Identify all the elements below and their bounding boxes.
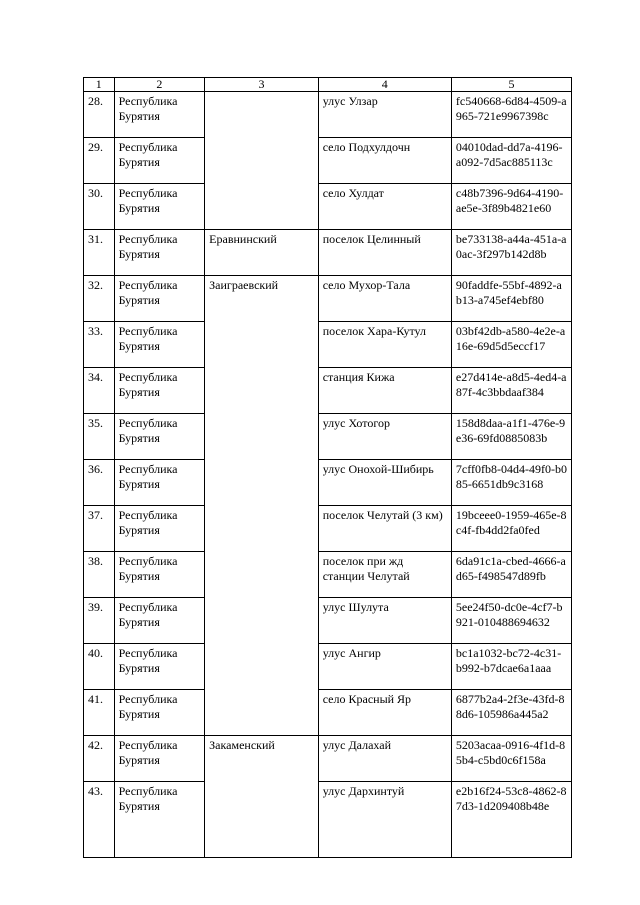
guid-cell: 19bceee0-1959-465e-8c4f-fb4dd2fa0fed <box>451 506 571 552</box>
table-row <box>84 322 572 368</box>
row-number: 35. <box>84 414 115 460</box>
region-cell: Республика Бурятия <box>114 230 205 276</box>
settlements-table <box>83 77 572 858</box>
district-cell: Еравнинский <box>205 230 319 276</box>
region-cell: Республика Бурятия <box>114 782 205 858</box>
locality-cell: село Мухор-Тала <box>318 276 451 322</box>
table-row <box>84 92 572 138</box>
table-row <box>84 276 572 322</box>
region-cell: Республика Бурятия <box>114 276 205 322</box>
table-row <box>84 552 572 598</box>
table-row <box>84 736 572 782</box>
row-number: 43. <box>84 782 115 858</box>
guid-cell: 04010dad-dd7a-4196-a092-7d5ac885113c <box>451 138 571 184</box>
locality-cell: улус Шулута <box>318 598 451 644</box>
row-number: 40. <box>84 644 115 690</box>
district-cell <box>205 92 319 230</box>
region-cell: Республика Бурятия <box>114 736 205 782</box>
locality-cell: поселок при жд станции Челутай <box>318 552 451 598</box>
table-row <box>84 368 572 414</box>
column-header-3: 3 <box>205 78 319 92</box>
region-cell: Республика Бурятия <box>114 184 205 230</box>
region-cell: Республика Бурятия <box>114 506 205 552</box>
region-cell: Республика Бурятия <box>114 552 205 598</box>
locality-cell: улус Дархинтуй <box>318 782 451 858</box>
region-cell: Республика Бурятия <box>114 644 205 690</box>
guid-cell: 7cff0fb8-04d4-49f0-b085-6651db9c3168 <box>451 460 571 506</box>
guid-cell: e2b16f24-53c8-4862-87d3-1d209408b48e <box>451 782 571 858</box>
row-number: 38. <box>84 552 115 598</box>
row-number: 31. <box>84 230 115 276</box>
locality-cell: улус Онохой-Шибирь <box>318 460 451 506</box>
region-cell: Республика Бурятия <box>114 414 205 460</box>
locality-cell: станция Кижа <box>318 368 451 414</box>
row-number: 39. <box>84 598 115 644</box>
table-row <box>84 644 572 690</box>
region-cell: Республика Бурятия <box>114 138 205 184</box>
row-number: 29. <box>84 138 115 184</box>
guid-cell: 90faddfe-55bf-4892-ab13-a745ef4ebf80 <box>451 276 571 322</box>
row-number: 30. <box>84 184 115 230</box>
guid-cell: bc1a1032-bc72-4c31-b992-b7dcae6a1aaa <box>451 644 571 690</box>
table-row <box>84 414 572 460</box>
table-row <box>84 184 572 230</box>
table-row <box>84 598 572 644</box>
region-cell: Республика Бурятия <box>114 368 205 414</box>
locality-cell: улус Улзар <box>318 92 451 138</box>
locality-cell: поселок Челутай (3 км) <box>318 506 451 552</box>
row-number: 41. <box>84 690 115 736</box>
district-cell: Закаменский <box>205 736 319 858</box>
guid-cell: c48b7396-9d64-4190-ae5e-3f89b4821e60 <box>451 184 571 230</box>
guid-cell: 6da91c1a-cbed-4666-ad65-f498547d89fb <box>451 552 571 598</box>
region-cell: Республика Бурятия <box>114 598 205 644</box>
locality-cell: поселок Целинный <box>318 230 451 276</box>
column-header-2: 2 <box>114 78 205 92</box>
locality-cell: село Подхулдочн <box>318 138 451 184</box>
guid-cell: 5203acaa-0916-4f1d-85b4-c5bd0c6f158a <box>451 736 571 782</box>
column-header-4: 4 <box>318 78 451 92</box>
table-row <box>84 460 572 506</box>
guid-cell: be733138-a44a-451a-a0ac-3f297b142d8b <box>451 230 571 276</box>
row-number: 36. <box>84 460 115 506</box>
guid-cell: 5ee24f50-dc0e-4cf7-b921-010488694632 <box>451 598 571 644</box>
row-number: 42. <box>84 736 115 782</box>
locality-cell: улус Далахай <box>318 736 451 782</box>
row-number: 33. <box>84 322 115 368</box>
region-cell: Республика Бурятия <box>114 460 205 506</box>
guid-cell: 158d8daa-a1f1-476e-9e36-69fd0885083b <box>451 414 571 460</box>
guid-cell: 03bf42db-a580-4e2e-a16e-69d5d5eccf17 <box>451 322 571 368</box>
locality-cell: поселок Хара-Кутул <box>318 322 451 368</box>
table-row <box>84 506 572 552</box>
region-cell: Республика Бурятия <box>114 322 205 368</box>
guid-cell: 6877b2a4-2f3e-43fd-88d6-105986a445a2 <box>451 690 571 736</box>
row-number: 32. <box>84 276 115 322</box>
table-row <box>84 782 572 858</box>
region-cell: Республика Бурятия <box>114 690 205 736</box>
row-number: 28. <box>84 92 115 138</box>
locality-cell: улус Хотогор <box>318 414 451 460</box>
column-number-row <box>84 78 572 92</box>
guid-cell: e27d414e-a8d5-4ed4-a87f-4c3bbdaaf384 <box>451 368 571 414</box>
column-header-1: 1 <box>84 78 115 92</box>
region-cell: Республика Бурятия <box>114 92 205 138</box>
row-number: 34. <box>84 368 115 414</box>
table-row <box>84 690 572 736</box>
guid-cell: fc540668-6d84-4509-a965-721e9967398c <box>451 92 571 138</box>
table-row <box>84 138 572 184</box>
locality-cell: улус Ангир <box>318 644 451 690</box>
table-row <box>84 230 572 276</box>
district-cell: Заиграевский <box>205 276 319 736</box>
locality-cell: село Красный Яр <box>318 690 451 736</box>
column-header-5: 5 <box>451 78 571 92</box>
locality-cell: село Хулдат <box>318 184 451 230</box>
row-number: 37. <box>84 506 115 552</box>
